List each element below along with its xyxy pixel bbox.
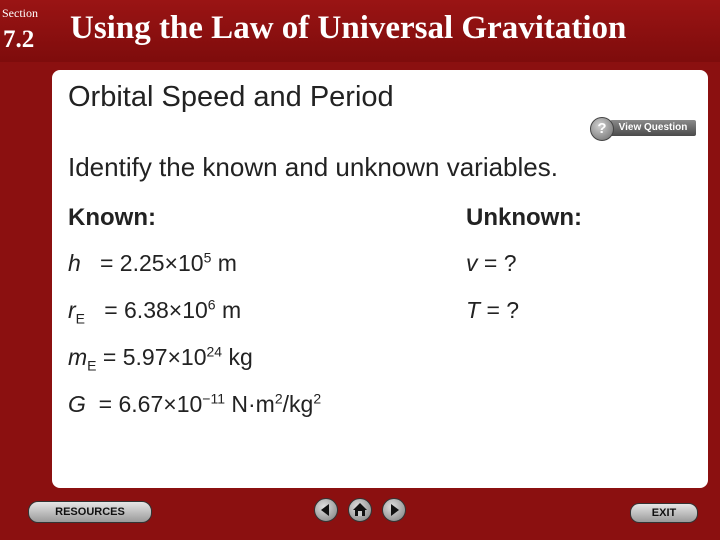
- slide-subtitle: Orbital Speed and Period: [68, 81, 394, 113]
- variable-value: = ?: [486, 297, 520, 323]
- exit-button[interactable]: EXIT: [630, 503, 698, 523]
- unit-tail: /kg: [282, 391, 314, 417]
- view-question-label: View Question: [610, 120, 696, 136]
- variable-value: = 5.97×10: [102, 344, 207, 370]
- variable-symbol: G: [68, 391, 86, 417]
- previous-icon: [315, 499, 337, 521]
- view-question-button[interactable]: [590, 117, 698, 139]
- variable-exponent: 5: [203, 249, 212, 266]
- variable-subscript: E: [87, 357, 97, 374]
- variable-exponent: −11: [202, 390, 225, 407]
- section-number: 7.2: [3, 26, 35, 53]
- unknown-period-row: [466, 297, 519, 324]
- variable-symbol: v: [466, 250, 478, 276]
- home-button[interactable]: [348, 498, 372, 522]
- next-icon: [383, 499, 405, 521]
- variable-symbol: T: [466, 297, 481, 323]
- question-mark-icon: ?: [590, 117, 614, 141]
- variable-exponent: 6: [207, 296, 216, 313]
- next-button[interactable]: [382, 498, 406, 522]
- section-badge: [0, 0, 48, 60]
- known-gravitational-constant-row: [68, 391, 321, 418]
- unknown-speed-row: [466, 250, 517, 277]
- variable-unit: kg: [228, 344, 253, 370]
- section-label: Section: [2, 6, 38, 20]
- home-icon: [349, 499, 371, 521]
- variable-symbol: r: [68, 297, 76, 323]
- page-title: Using the Law of Universal Gravitation: [70, 10, 627, 46]
- known-earth-radius-row: [68, 296, 242, 327]
- known-heading: Known:: [68, 204, 156, 231]
- variable-value: = ?: [483, 250, 517, 276]
- resources-button[interactable]: RESOURCES: [28, 501, 152, 523]
- variable-exponent: 24: [206, 343, 223, 360]
- variable-unit: m: [217, 250, 237, 276]
- known-earth-mass-row: [68, 343, 253, 374]
- unit-exponent: 2: [274, 390, 283, 407]
- variable-subscript: E: [75, 310, 86, 327]
- variable-symbol: h: [68, 250, 81, 276]
- instruction-text: Identify the known and unknown variables.: [68, 152, 558, 182]
- variable-value: = 6.38×10: [104, 297, 208, 323]
- unknown-heading: Unknown:: [466, 204, 582, 231]
- footer-bar: [0, 490, 720, 540]
- variable-unit: m: [221, 297, 242, 323]
- unit-tail-exponent: 2: [313, 390, 322, 407]
- known-height-row: [68, 250, 237, 277]
- previous-button[interactable]: [314, 498, 338, 522]
- variable-value: = 6.67×10: [98, 391, 203, 417]
- variable-value: = 2.25×10: [99, 250, 204, 276]
- variable-symbol: m: [68, 344, 88, 370]
- header-bar: [0, 0, 720, 62]
- variable-unit: N·m: [231, 391, 275, 417]
